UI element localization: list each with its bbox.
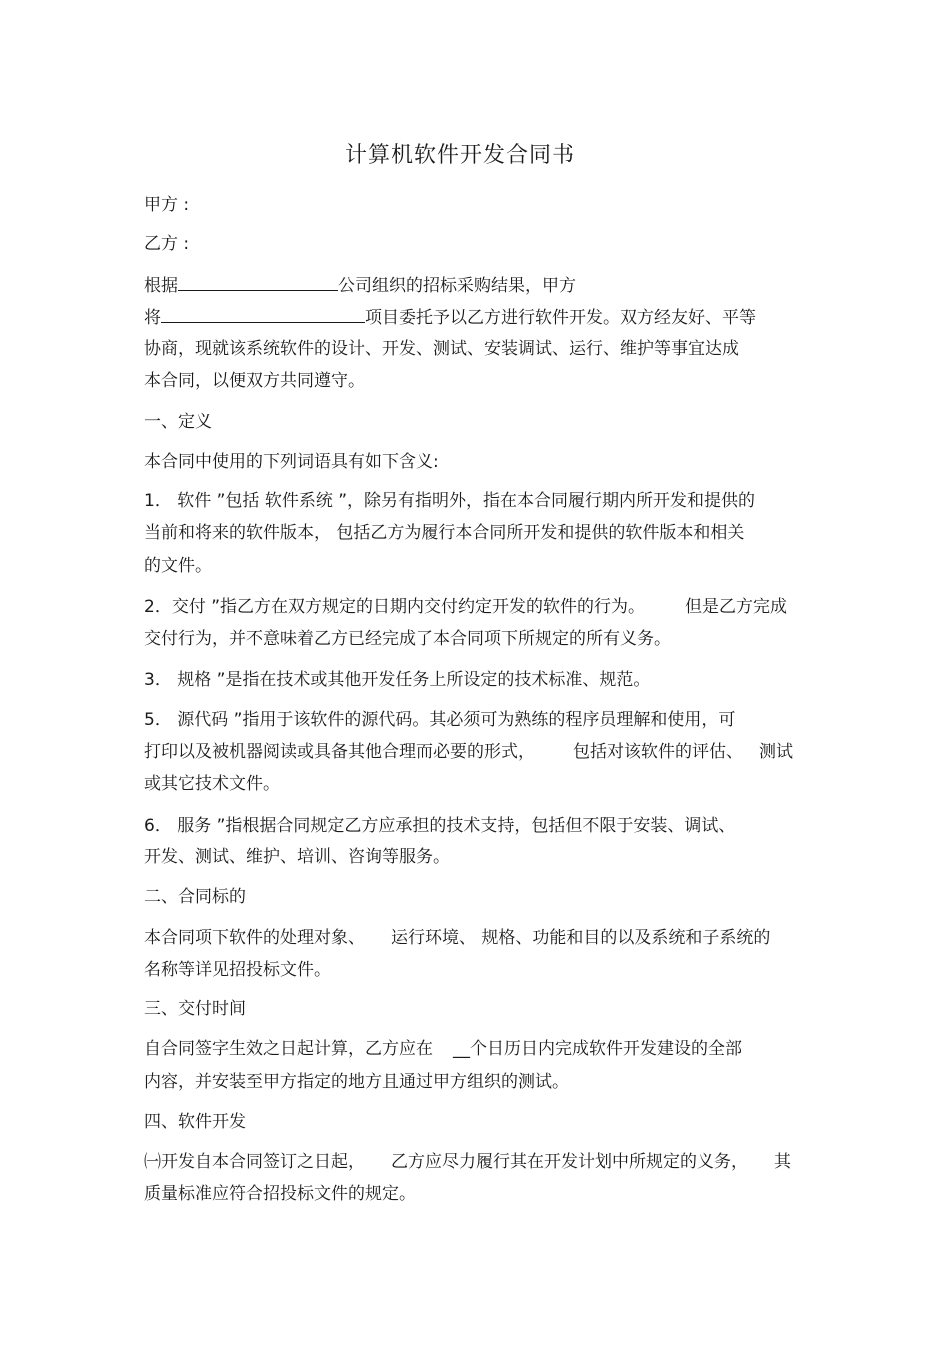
party-a-label: 甲方 : <box>144 195 190 215</box>
section-heading: 四、软件开发 <box>144 1112 246 1132</box>
definition-text: 但是乙方完成 <box>685 597 788 617</box>
intro-line-2 <box>144 305 756 329</box>
definition-line: 3． 规格 ”是指在技术或其他开发任务上所设定的技术标准、规范。 <box>144 670 651 690</box>
intro-text: 将 <box>144 308 161 328</box>
paragraph-line: 内容，并安装至甲方指定的地方且通过甲方组织的测试。 <box>144 1072 569 1092</box>
party-b-label: 乙方 : <box>144 234 190 254</box>
definition-text: 2．交付 ”指乙方在双方规定的日期内交付约定开发的软件的行为。 <box>144 597 646 617</box>
blank-line <box>178 273 338 291</box>
paragraph-text: __个日历日内完成软件开发建设的全部 <box>453 1039 742 1059</box>
paragraph-line: 质量标准应符合招投标文件的规定。 <box>144 1184 416 1204</box>
paragraph-line: 本合同中使用的下列词语具有如下含义: <box>144 452 439 472</box>
intro-line-4: 本合同，以便双方共同遵守。 <box>144 371 365 391</box>
paragraph-text: 本合同项下软件的处理对象、 <box>144 928 365 948</box>
blank-line <box>161 305 365 323</box>
paragraph-text: 运行环境、 规格、功能和目的以及系统和子系统的 <box>391 928 771 948</box>
document-title: 计算机软件开发合同书 <box>344 143 575 168</box>
definition-text: 测试 <box>759 742 793 762</box>
intro-text: 项目委托予以乙方进行软件开发。双方经友好、平等 <box>365 308 756 328</box>
definition-line <box>144 741 793 763</box>
paragraph-text: ㈠开发自本合同签订之日起， <box>144 1152 365 1172</box>
intro-line-1 <box>144 273 576 297</box>
paragraph-line <box>144 927 770 949</box>
definition-line: 6． 服务 ”指根据合同规定乙方应承担的技术支持，包括但不限于安装、调试、 <box>144 816 736 836</box>
section-heading: 一、定义 <box>144 412 212 432</box>
paragraph-line: 名称等详见招投标文件。 <box>144 960 331 980</box>
intro-line-3: 协商，现就该系统软件的设计、开发、测试、安装调试、运行、维护等事宜达成 <box>144 339 739 359</box>
paragraph-line <box>144 1038 742 1060</box>
definition-line: 交付行为，并不意味着乙方已经完成了本合同项下所规定的所有义务。 <box>144 629 671 649</box>
paragraph-text: 自合同签字生效之日起计算，乙方应在 <box>144 1039 433 1059</box>
definition-line: 1． 软件 ”包括 软件系统 ”，除另有指明外，指在本合同履行期内所开发和提供的 <box>144 491 756 511</box>
definition-line: 当前和将来的软件版本， 包括乙方为履行本合同所开发和提供的软件版本和相关 <box>144 523 745 543</box>
definition-line: 5． 源代码 ”指用于该软件的源代码。其必须可为熟练的程序员理解和使用，可 <box>144 710 736 730</box>
definition-text: 打印以及被机器阅读或具备其他合理而必要的形式， <box>144 742 535 762</box>
definition-text: 包括对该软件的评估、 <box>573 742 743 762</box>
intro-text: 公司组织的招标采购结果，甲方 <box>338 276 576 296</box>
paragraph-text: 乙方应尽力履行其在开发计划中所规定的义务， <box>391 1152 748 1172</box>
definition-line: 或其它技术文件。 <box>144 774 280 794</box>
section-heading: 三、交付时间 <box>144 999 246 1019</box>
paragraph-line <box>144 1151 791 1173</box>
section-heading: 二、合同标的 <box>144 887 246 907</box>
definition-line: 的文件。 <box>144 556 212 576</box>
intro-text: 根据 <box>144 276 178 296</box>
paragraph-text: 其 <box>774 1152 791 1172</box>
definition-line <box>144 596 787 618</box>
definition-line: 开发、测试、维护、培训、咨询等服务。 <box>144 847 450 867</box>
